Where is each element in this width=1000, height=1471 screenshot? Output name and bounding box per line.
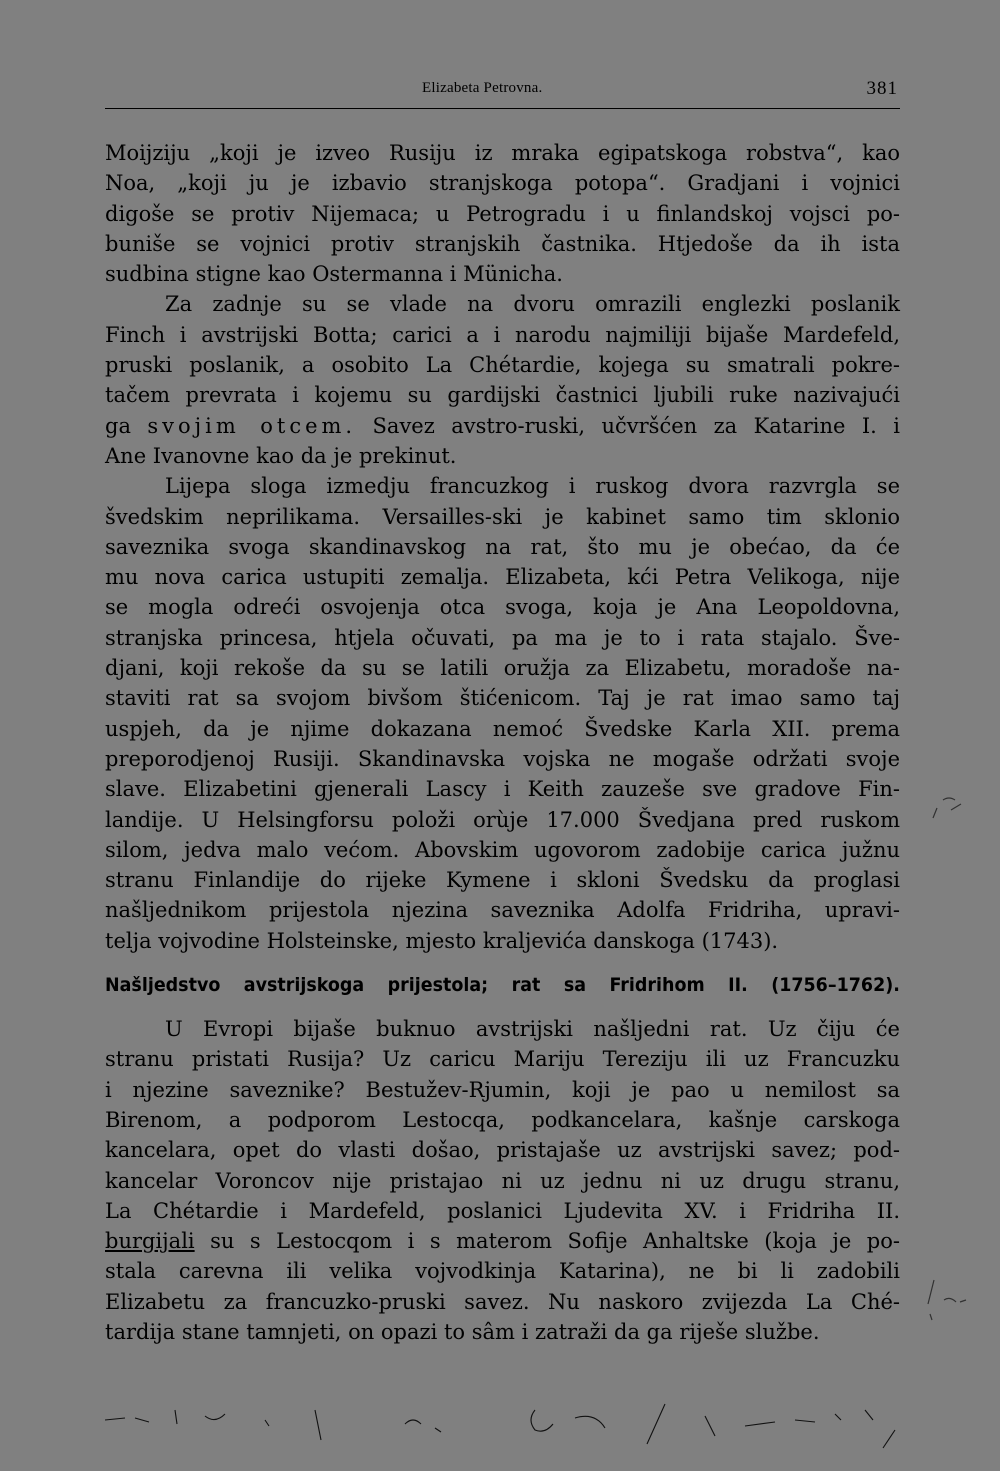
bottom-pencil-scribble xyxy=(105,1400,945,1450)
spaced-emphasis: svojim otcem. xyxy=(147,413,357,438)
running-title: Elizabeta Petrovna. xyxy=(422,80,543,96)
text-line: digoše se protiv Nijemaca; u Petrogradu i u finlandskoj vojsci po- xyxy=(105,201,900,226)
text-line: našljednikom prijestola njezina saveznika Adolfa Fridriha, upravi- xyxy=(105,898,900,923)
underlined-word: burgijali xyxy=(105,1229,195,1254)
text-line: buniše se vojnici protiv stranjskih častnika. Htjedoše da ih ista xyxy=(105,231,900,256)
text-line: Moijziju „koji je izveo Rusiju iz mraka egipatskoga robstva“, kao xyxy=(105,141,900,165)
text-line: Ane Ivanovne kao da je prekinut. xyxy=(105,443,457,468)
margin-pencil-mark xyxy=(920,1270,980,1330)
body-text xyxy=(105,138,900,1347)
text-line: uspjeh, da je njime dokazana nemoć Švedske Karla XII. prema xyxy=(105,716,900,741)
text-line: Finch i avstrijski Botta; carici a i narodu najmiliji bijaše Mardefeld, xyxy=(105,322,900,347)
text-line: silom, jedva malo većom. Abovskim ugovorom zadobije carica južnu xyxy=(105,837,900,862)
text-line: Elizabetu za francuzko-pruski savez. Nu naskoro zvijezda La Ché- xyxy=(105,1289,900,1314)
text-line: stranu pristati Rusija? Uz caricu Mariju Tereziju ili uz Francuzku xyxy=(105,1047,900,1072)
text-line: tačem prevrata i kojemu su gardijski častnici ljubili ruke nazivajući xyxy=(105,383,900,408)
text-line: Lijepa sloga izmedju francuzkog i ruskog dvora razvrgla se xyxy=(165,474,900,499)
text-fragment: ga xyxy=(105,413,148,438)
text-line xyxy=(105,411,900,441)
text-line: telja vojvodine Holsteinske, mjesto kraljevića danskoga (1743). xyxy=(105,928,779,953)
text-line: preporodjenoj Rusiji. Skandinavska vojska ne mogaše održati svoje xyxy=(105,746,900,771)
text-line: tardija stane tamnjeti, on opazi to sâm i zatraži da ga riješe službe. xyxy=(105,1319,820,1344)
text-line: Za zadnje su se vlade na dvoru omrazili englezki poslanik xyxy=(165,292,900,317)
text-line: i njezine saveznike? Bestužev-Rjumin, koji je pao u nemilost sa xyxy=(105,1077,900,1102)
text-line: staviti rat sa svojom bivšom štićenicom. Taj je rat imao samo taj xyxy=(105,686,900,711)
paragraph-2 xyxy=(105,289,900,471)
text-line: se mogla odreći osvojenja otca svoga, koja je Ana Leopoldovna, xyxy=(105,595,900,620)
paragraph-4 xyxy=(105,1014,900,1347)
text-line: kancelara, opet do vlasti došao, pristajaše uz avstrijski savez; pod- xyxy=(105,1138,900,1163)
text-line xyxy=(105,1226,900,1256)
section-heading: Našljedstvo avstrijskoga prijestola; rat sa Fridrihom II. (1756–1762). xyxy=(105,974,900,997)
text-line: saveznika svoga skandinavskog na rat, što mu je obećao, da će xyxy=(105,534,900,559)
text-line: kancelar Voroncov nije pristajao ni uz jednu ni uz drugu stranu, xyxy=(105,1168,900,1193)
text-line: slave. Elizabetini gjenerali Lascy i Keith zauzeše sve gradove Fin- xyxy=(105,777,900,802)
text-line: U Evropi bijaše buknuo avstrijski našljedni rat. Uz čiju će xyxy=(165,1017,900,1042)
text-line: Birenom, a podporom Lestocqa, podkancelara, kašnje carskoga xyxy=(105,1107,900,1132)
text-line: Noa, „koji ju je izbavio stranjskoga potopa“. Gradjani i vojnici xyxy=(105,171,900,196)
text-line: švedskim neprilikama. Versailles-ski je kabinet samo tim sklonio xyxy=(105,504,900,529)
margin-pencil-mark xyxy=(925,780,975,830)
text-fragment: Savez avstro-ruski, učvršćen za Katarine I. i xyxy=(356,413,900,438)
text-line: sudbina stigne kao Ostermanna i Münicha. xyxy=(105,262,563,287)
text-line: stranu Finlandije do rijeke Kymene i skloni Švedsku da proglasi xyxy=(105,868,900,893)
text-line: stranjska princesa, htjela očuvati, pa ma je to i rata stajalo. Šve- xyxy=(105,625,900,650)
text-fragment: su s Lestocqom i s materom Sofije Anhaltske (koja je po- xyxy=(194,1229,900,1254)
text-line: stala carevna ili velika vojvodkinja Katarina), ne bi li zadobili xyxy=(105,1259,900,1284)
running-head xyxy=(105,70,900,109)
text-line: La Chétardie i Mardefeld, poslanici Ljudevita XV. i Fridriha II. xyxy=(105,1198,900,1223)
text-line: pruski poslanik, a osobito La Chétardie, kojega su smatrali pokre- xyxy=(105,353,900,378)
paragraph-3 xyxy=(105,471,900,956)
text-line: landije. U Helsingforsu položi orùje 17.000 Švedjana pred ruskom xyxy=(105,807,900,832)
paragraph-1 xyxy=(105,138,900,289)
text-line: djani, koji rekoše da su se latili oružja za Elizabetu, moradoše na- xyxy=(105,656,900,681)
text-line: mu nova carica ustupiti zemalja. Elizabeta, kći Petra Velikoga, nije xyxy=(105,565,900,590)
page-number: 381 xyxy=(866,78,898,99)
